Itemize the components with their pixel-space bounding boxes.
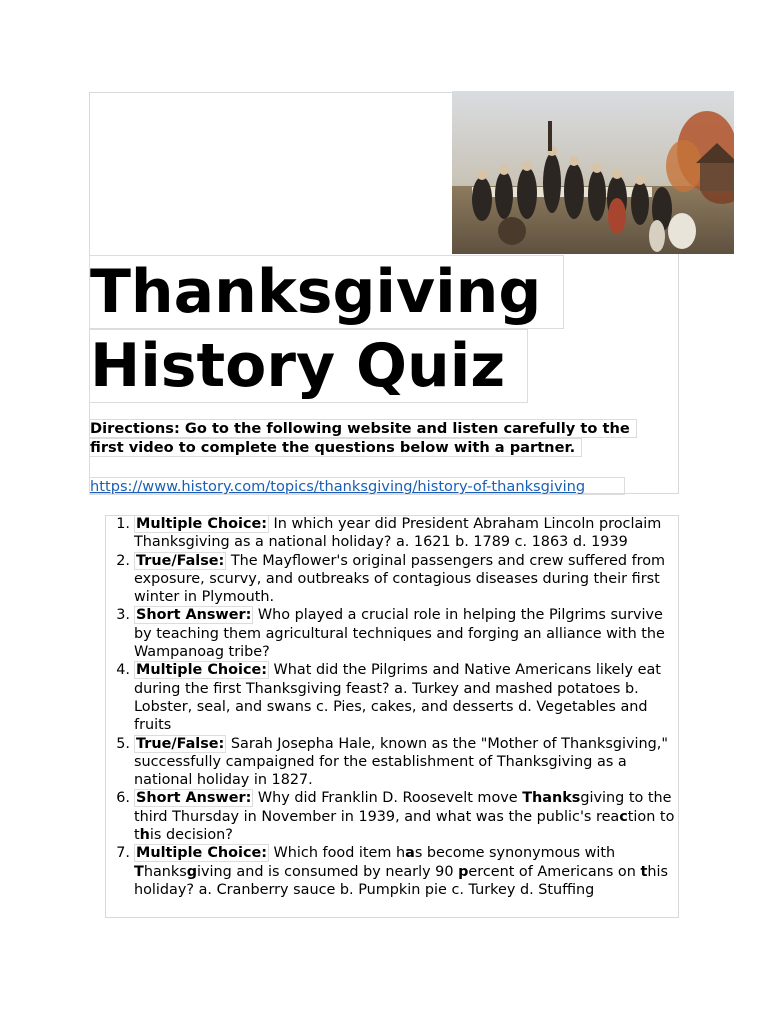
question-text-segment: giving to the third Thursday in November in 1939, and what was the public's rea <box>134 790 672 825</box>
question-text: Who played a crucial role in helping the Pilgrims survive by teaching them agricultural techniques and forging an alliance with the Wampanoag tribe? <box>134 607 665 661</box>
question-type-label: Multiple Choice: <box>136 845 267 862</box>
question-number: 4. <box>116 662 130 679</box>
page-title-line-2: History Quiz <box>89 329 528 403</box>
question-text: What did the Pilgrims and Native Americans likely eat during the first Thanksgiving feast? a. Turkey and mashed potatoes b. Lobster, seal, and swans c. Pies, cakes, and desserts d. Vegetables and fruits <box>134 662 661 734</box>
quiz-question <box>116 606 679 661</box>
page-title-line-1: Thanksgiving <box>89 255 564 329</box>
question-text: The Mayflower's original passengers and crew suffered from exposure, scurvy, and outbreaks of contagious diseases during their first winter in Plymouth. <box>134 552 666 606</box>
question-text-segment: a <box>405 845 415 862</box>
quiz-question <box>116 515 679 552</box>
question-number: 1. <box>116 516 130 532</box>
question-type-label: True/False: <box>136 735 225 752</box>
directions-line-1: Directions: Go to the following website and listen carefully to the <box>89 419 637 438</box>
question-text-segment: g <box>186 863 198 880</box>
question-text-segment: his holiday? a. Cranberry sauce b. Pumpkin pie c. Turkey d. Stuffing <box>134 863 668 898</box>
question-type-label: Multiple Choice: <box>136 516 267 532</box>
question-text-segment: Thanks <box>522 790 581 807</box>
question-type-label: Short Answer: <box>136 790 252 807</box>
question-text-segment: t <box>640 863 648 880</box>
question-text-segment: Why did Franklin D. Roosevelt move <box>253 790 523 807</box>
question-text: In which year did President Abraham Lincoln proclaim Thanksgiving as a national holiday? a. 1621 b. 1789 c. 1863 d. 1939 <box>134 516 662 551</box>
question-text-segment: ercent of Americans on <box>468 863 641 880</box>
quiz-question <box>116 552 679 607</box>
question-text-segment: c <box>619 808 628 825</box>
question-number: 2. <box>116 552 130 569</box>
quiz-question <box>116 735 679 790</box>
question-number: 3. <box>116 607 130 624</box>
question-text-segment: tion to t <box>134 808 675 844</box>
question-text-segment: is decision? <box>149 827 233 844</box>
question-text-segment: iving and is consumed by nearly 90 <box>197 863 459 880</box>
question-text-segment: h <box>139 827 150 844</box>
question-type-label: True/False: <box>136 552 225 569</box>
question-text-segment: p <box>458 863 469 880</box>
quiz-question <box>116 661 679 734</box>
question-number: 6. <box>116 790 130 807</box>
directions-text <box>89 419 669 457</box>
quiz-question <box>116 789 679 844</box>
question-text: Sarah Josepha Hale, known as the "Mother of Thanksgiving," successfully campaigned for the establishment of Thanksgiving as a national holiday in 1827. <box>134 735 668 789</box>
question-text-segment: hanks <box>143 863 187 880</box>
question-text-segment: Which food item h <box>268 845 406 862</box>
history-website-link[interactable]: https://www.history.com/topics/thanksgiving/history-of-thanksgiving <box>89 477 625 495</box>
directions-line-2: first video to complete the questions below with a partner. <box>89 438 582 457</box>
question-text-segment: s become synonymous with <box>414 845 616 862</box>
question-text-segment: T <box>134 863 144 880</box>
thanksgiving-painting <box>452 91 734 254</box>
question-type-label: Short Answer: <box>136 607 252 624</box>
question-type-label: Multiple Choice: <box>136 662 267 679</box>
quiz-question-list <box>116 515 679 899</box>
quiz-question <box>116 844 679 899</box>
question-number: 7. <box>116 845 130 862</box>
question-number: 5. <box>116 735 130 752</box>
